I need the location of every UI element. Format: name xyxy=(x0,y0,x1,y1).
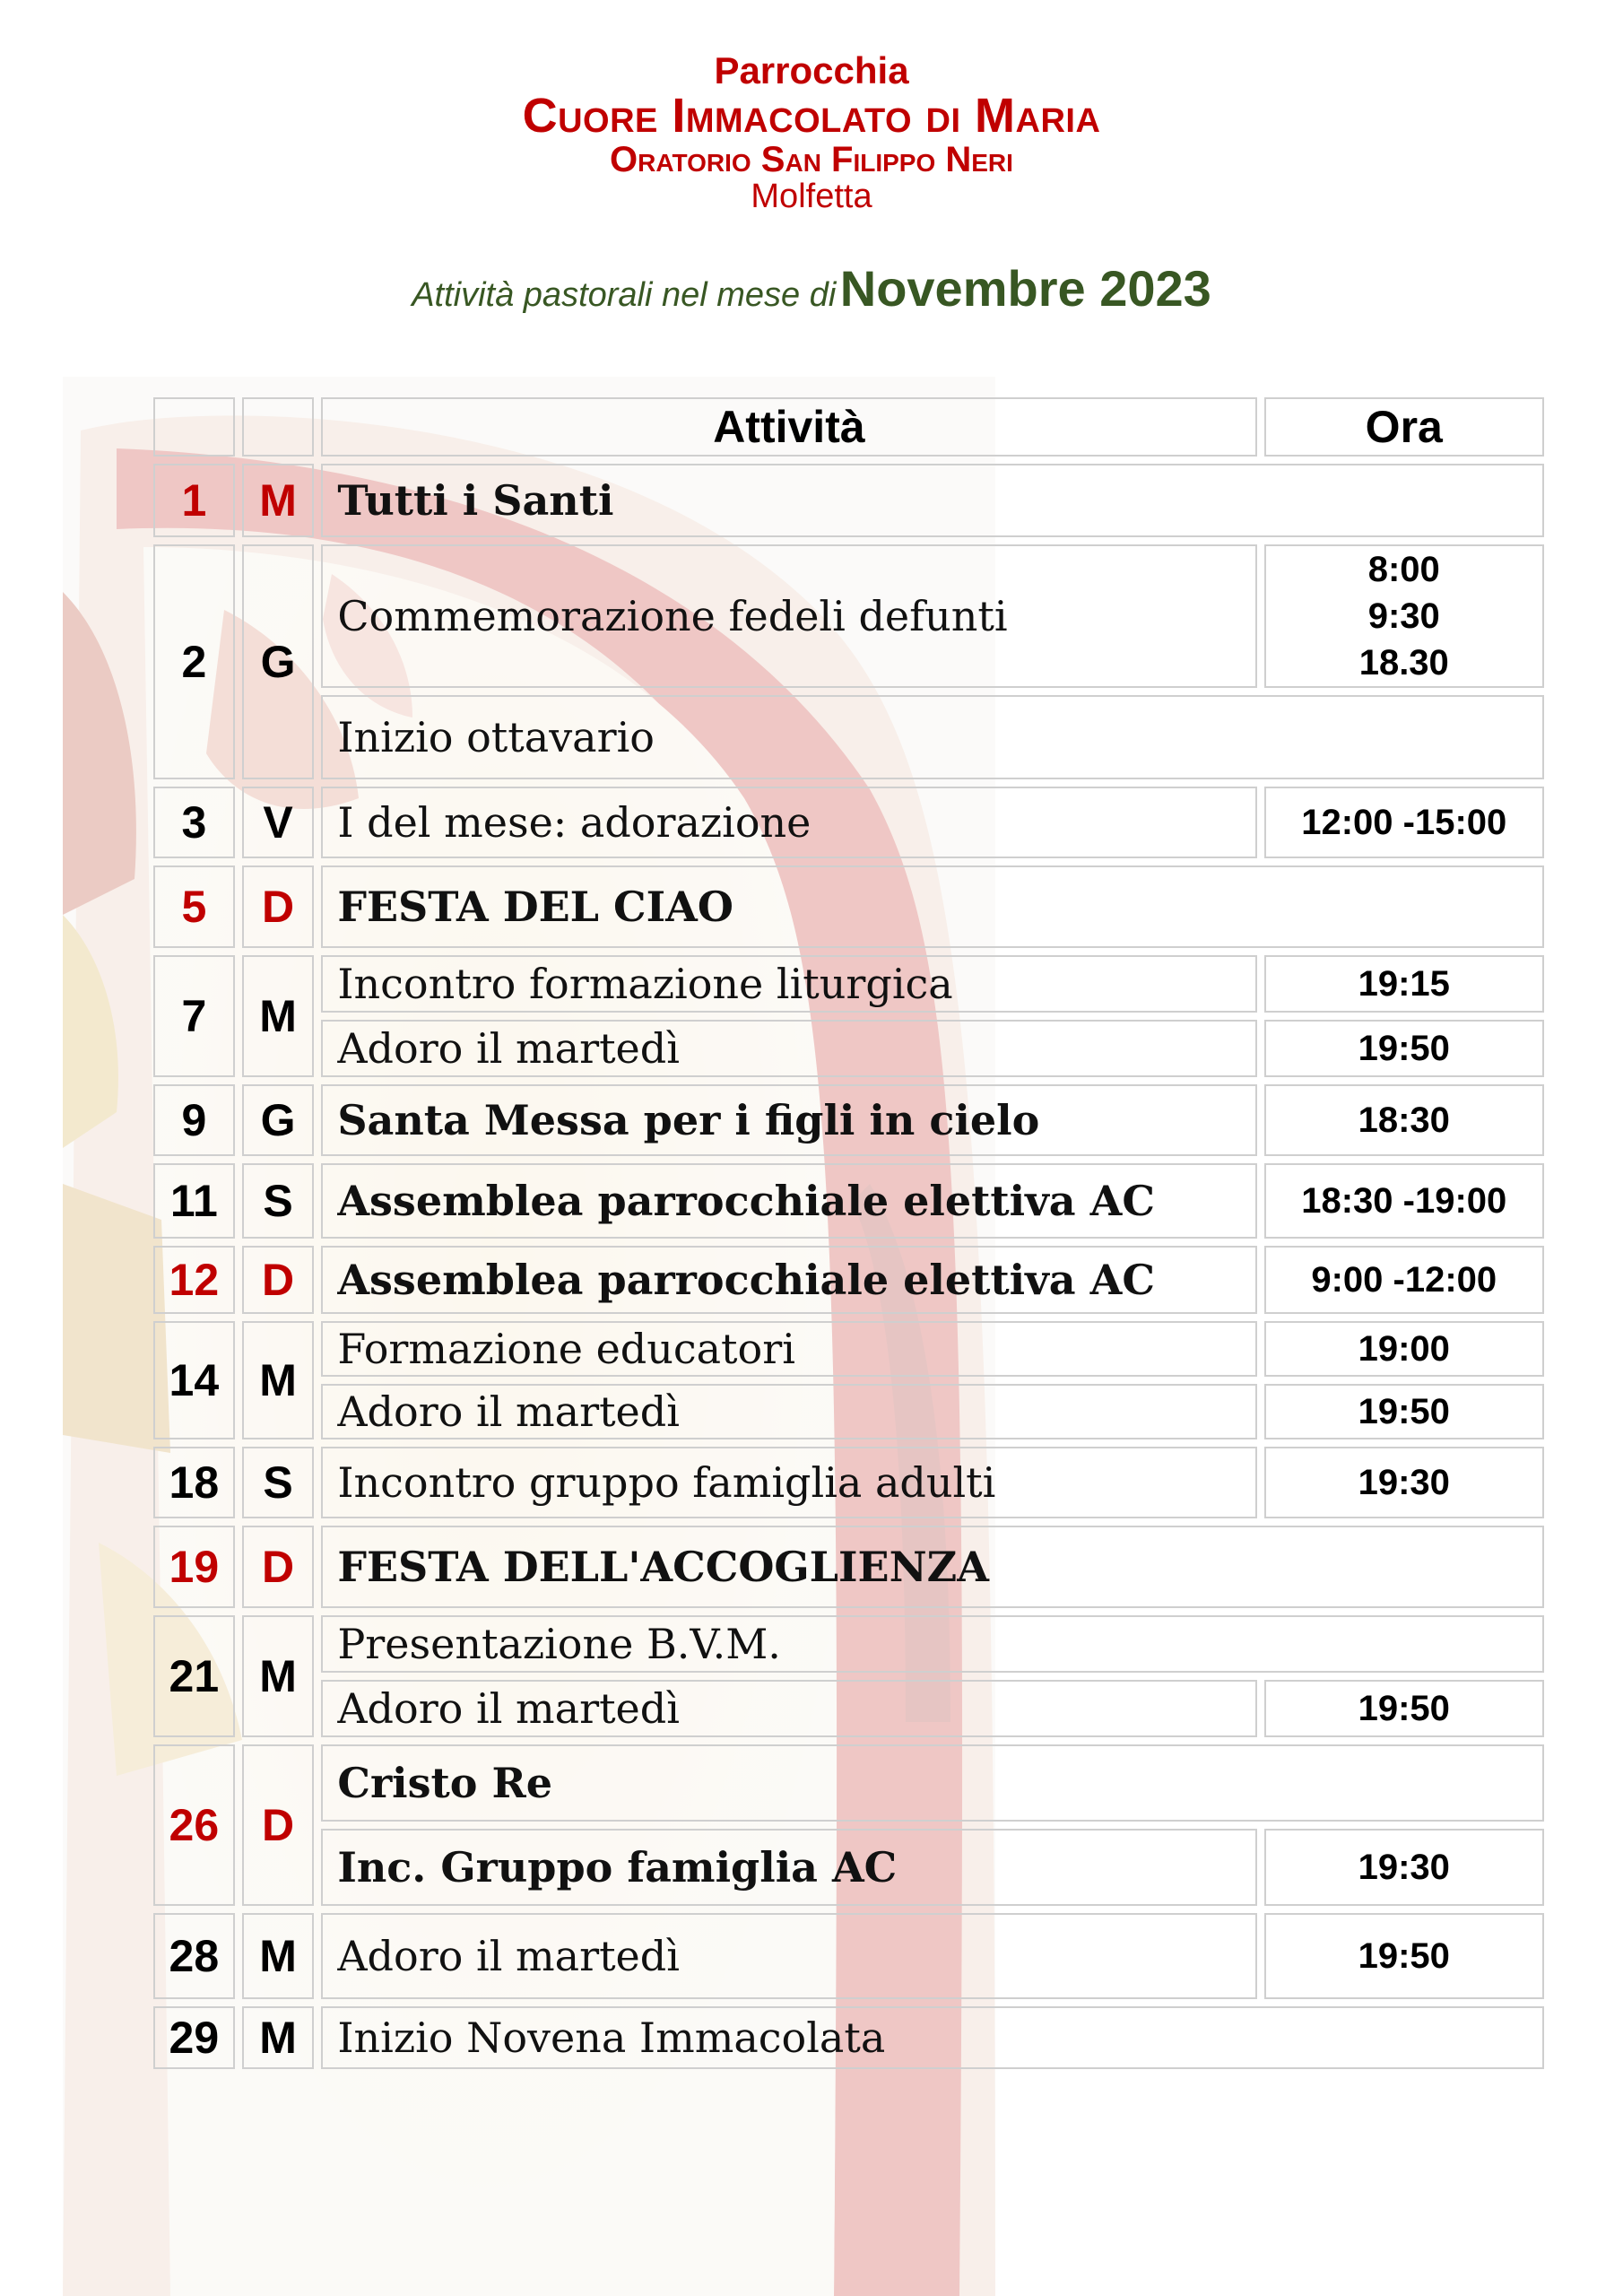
day-number: 3 xyxy=(153,787,235,858)
activity-cell: Incontro formazione liturgica xyxy=(321,955,1256,1013)
activity-cell: FESTA DELL'ACCOGLIENZA xyxy=(321,1526,1544,1608)
table-row xyxy=(153,1384,1544,1439)
table-row xyxy=(153,1321,1544,1377)
activity-cell: Tutti i Santi xyxy=(321,464,1544,537)
time-value: 18.30 xyxy=(1358,643,1449,683)
activity-cell: Adoro il martedì xyxy=(321,1384,1256,1439)
weekday-letter: M xyxy=(242,1615,315,1737)
activity-cell: Inizio ottavario xyxy=(321,695,1544,779)
weekday-letter: G xyxy=(242,1084,315,1156)
time-cell: 9:00 -12:00 xyxy=(1264,1246,1544,1314)
activity-cell: Cristo Re xyxy=(321,1744,1544,1822)
day-number: 9 xyxy=(153,1084,235,1156)
weekday-letter: D xyxy=(242,1744,315,1906)
header-cell-number xyxy=(153,397,235,457)
table-row xyxy=(153,865,1544,948)
table-row xyxy=(153,1913,1544,1999)
table-row xyxy=(153,1163,1544,1239)
time-cell: 19:50 xyxy=(1264,1020,1544,1077)
activity-cell: I del mese: adorazione xyxy=(321,787,1256,858)
subtitle-lead: Attività pastorali nel mese di xyxy=(412,276,837,314)
day-number: 14 xyxy=(153,1321,235,1439)
activity-cell: Inizio Novena Immacolata xyxy=(321,2006,1544,2069)
table-row xyxy=(153,1680,1544,1737)
activity-cell: Assemblea parrocchiale elettiva AC xyxy=(321,1246,1256,1314)
table-row xyxy=(153,2006,1544,2069)
table-row xyxy=(153,1526,1544,1608)
time-cell: 18:30 xyxy=(1264,1084,1544,1156)
time-cell: 18:30 -19:00 xyxy=(1264,1163,1544,1239)
day-number: 11 xyxy=(153,1163,235,1239)
table-row xyxy=(153,1084,1544,1156)
time-value: 9:30 xyxy=(1367,596,1440,636)
activity-cell: Adoro il martedì xyxy=(321,1913,1256,1999)
time-cell: 19:30 xyxy=(1264,1829,1544,1906)
weekday-letter: V xyxy=(242,787,315,858)
time-cell: 19:30 xyxy=(1264,1447,1544,1518)
weekday-letter: S xyxy=(242,1163,315,1239)
weekday-letter: M xyxy=(242,1321,315,1439)
day-number: 19 xyxy=(153,1526,235,1608)
activity-cell: Inc. Gruppo famiglia AC xyxy=(321,1829,1256,1906)
table-row xyxy=(153,1447,1544,1518)
city-name: Molfetta xyxy=(751,178,872,215)
time-cell: 19:15 xyxy=(1264,955,1544,1013)
weekday-letter: M xyxy=(242,464,315,537)
table-row xyxy=(153,1615,1544,1673)
time-cell: 19:50 xyxy=(1264,1680,1544,1737)
time-value: 8:00 xyxy=(1367,550,1440,589)
table-row xyxy=(153,1020,1544,1077)
day-number: 7 xyxy=(153,955,235,1077)
subtitle-month: Novembre 2023 xyxy=(839,260,1211,317)
day-number: 28 xyxy=(153,1913,235,1999)
activity-cell: Incontro gruppo famiglia adulti xyxy=(321,1447,1256,1518)
day-number: 26 xyxy=(153,1744,235,1906)
activity-cell: Assemblea parrocchiale elettiva AC xyxy=(321,1163,1256,1239)
time-cell: 12:00 -15:00 xyxy=(1264,787,1544,858)
activity-cell: FESTA DEL CIAO xyxy=(321,865,1544,948)
activity-cell: Adoro il martedì xyxy=(321,1680,1256,1737)
activities-table xyxy=(146,390,1551,2076)
time-cell: 19:50 xyxy=(1264,1913,1544,1999)
table-row xyxy=(153,695,1544,779)
table-row xyxy=(153,544,1544,688)
table-row xyxy=(153,1744,1544,1822)
day-number: 21 xyxy=(153,1615,235,1737)
day-number: 5 xyxy=(153,865,235,948)
day-number: 29 xyxy=(153,2006,235,2069)
oratory-name: Oratorio San Filippo Neri xyxy=(610,140,1013,179)
weekday-letter: D xyxy=(242,1526,315,1608)
weekday-letter: M xyxy=(242,2006,315,2069)
table-header-row xyxy=(153,397,1544,457)
activity-cell: Santa Messa per i figli in cielo xyxy=(321,1084,1256,1156)
weekday-letter: G xyxy=(242,544,315,779)
time-cell: 19:00 xyxy=(1264,1321,1544,1377)
time-cell xyxy=(1264,544,1544,688)
header-cell-time: Ora xyxy=(1264,397,1544,457)
header-cell-activity: Attività xyxy=(321,397,1256,457)
weekday-letter: D xyxy=(242,1246,315,1314)
parish-name: Cuore Immacolato di Maria xyxy=(522,89,1101,143)
weekday-letter: M xyxy=(242,955,315,1077)
time-cell: 19:50 xyxy=(1264,1384,1544,1439)
weekday-letter: M xyxy=(242,1913,315,1999)
weekday-letter: D xyxy=(242,865,315,948)
page-subtitle xyxy=(0,260,1623,317)
table-row xyxy=(153,464,1544,537)
activity-cell: Commemorazione fedeli defunti xyxy=(321,544,1256,688)
header-cell-weekday xyxy=(242,397,315,457)
table-row xyxy=(153,787,1544,858)
table-row xyxy=(153,1829,1544,1906)
day-number: 1 xyxy=(153,464,235,537)
day-number: 18 xyxy=(153,1447,235,1518)
table-row xyxy=(153,955,1544,1013)
day-number: 2 xyxy=(153,544,235,779)
day-number: 12 xyxy=(153,1246,235,1314)
weekday-letter: S xyxy=(242,1447,315,1518)
table-row xyxy=(153,1246,1544,1314)
activity-cell: Formazione educatori xyxy=(321,1321,1256,1377)
activity-cell: Presentazione B.V.M. xyxy=(321,1615,1544,1673)
activity-cell: Adoro il martedì xyxy=(321,1020,1256,1077)
parish-label: Parrocchia xyxy=(714,49,909,91)
